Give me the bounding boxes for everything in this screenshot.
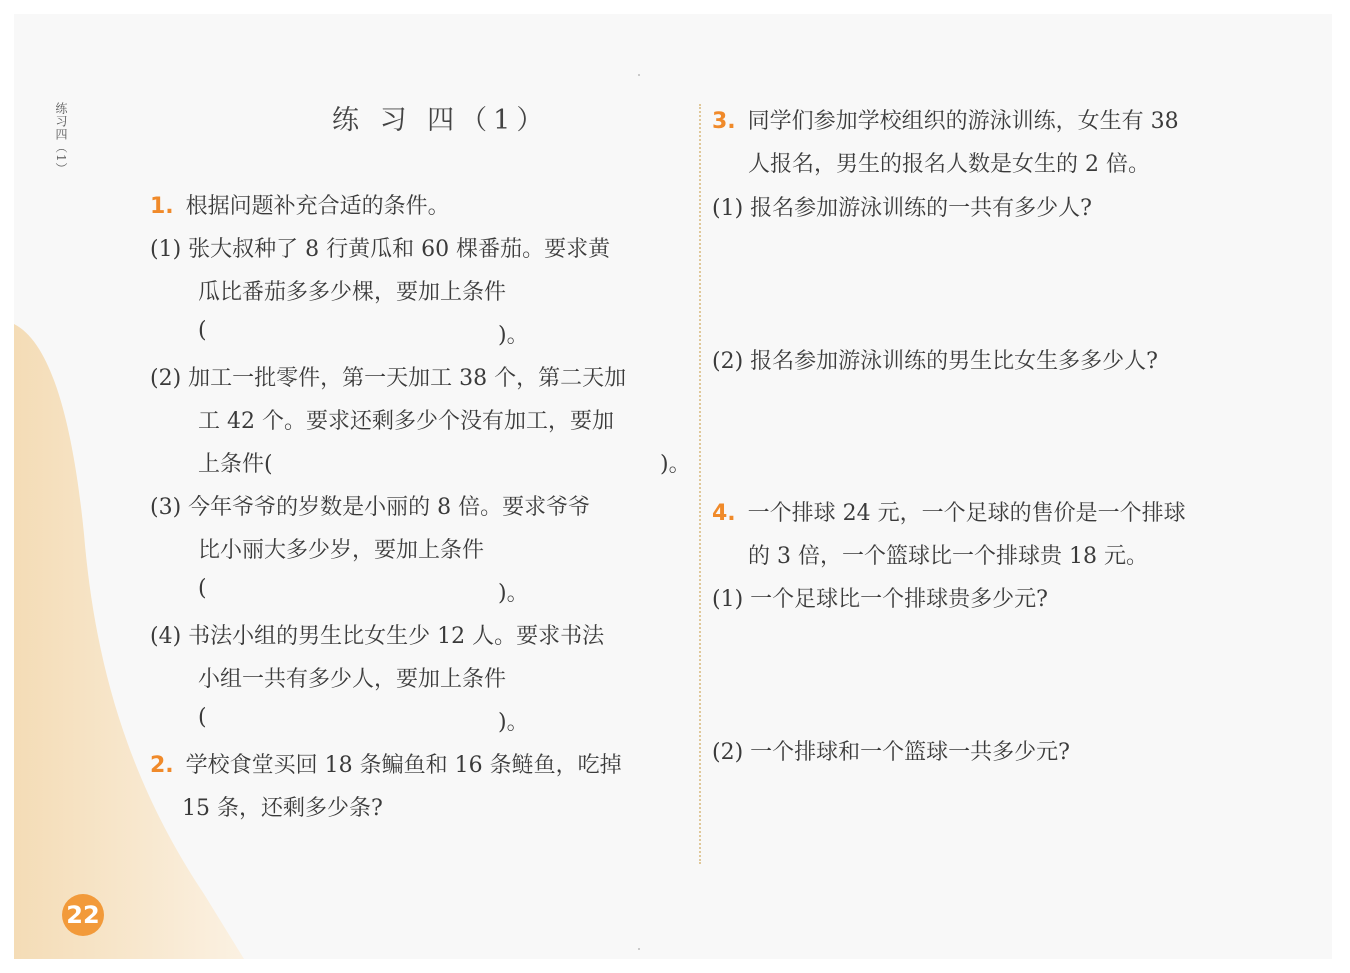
question-1-heading [150,189,450,220]
column-divider [699,104,701,864]
q1-part1-line2: 瓜比番茄多多少棵，要加上条件 [198,280,507,305]
question-2-line1 [150,748,622,779]
question-text: 同学们参加学校组织的游泳训练，女生有 38 [747,109,1179,134]
q3-sub1: (1) 报名参加游泳训练的一共有多少人? [712,196,1092,221]
question-3-line2: 人报名，男生的报名人数是女生的 2 倍。 [748,152,1150,177]
question-4-line2: 的 3 倍，一个篮球比一个排球贵 18 元。 [748,544,1148,569]
page-number-badge: 22 [62,894,104,936]
question-text: 一个排球 24 元，一个足球的售价是一个排球 [747,501,1186,526]
q1-part2-line2: 工 42 个。要求还剩多少个没有加工，要加 [198,409,614,434]
page-title: 练 习 四（1） [332,105,550,136]
q1-part4-blank-close: )。 [498,710,529,735]
q1-part4-line2: 小组一共有多少人，要加上条件 [198,667,507,692]
workbook-page [14,14,1332,959]
question-number: 2. [150,753,174,778]
question-number: 1. [150,194,174,219]
q1-part1-blank-open: ( [198,318,207,343]
question-number: 4. [712,501,736,526]
q1-part2-blank-open: 上条件( [198,452,273,477]
q1-part4-line1: (4) 书法小组的男生比女生少 12 人。要求书法 [150,624,605,649]
q1-part3-line2: 比小丽大多少岁，要加上条件 [198,538,485,563]
q1-part3-line1: (3) 今年爷爷的岁数是小丽的 8 倍。要求爷爷 [150,495,591,520]
q1-part3-blank-close: )。 [498,581,529,606]
question-text: 根据问题补充合适的条件。 [185,194,450,219]
side-section-label: 练习四（1） [54,102,68,176]
question-text: 学校食堂买回 18 条鳊鱼和 16 条鲢鱼，吃掉 [185,753,622,778]
q1-part2-line1: (2) 加工一批零件，第一天加工 38 个，第二天加 [150,366,627,391]
q1-part1-blank-close: )。 [498,323,529,348]
print-dot [638,74,640,76]
question-number: 3. [712,109,736,134]
q4-sub1: (1) 一个足球比一个排球贵多少元? [712,587,1048,612]
q3-sub2: (2) 报名参加游泳训练的男生比女生多多少人? [712,349,1158,374]
q1-part4-blank-open: ( [198,705,207,730]
question-2-line2: 15 条，还剩多少条? [182,796,383,821]
q1-part1-line1: (1) 张大叔种了 8 行黄瓜和 60 棵番茄。要求黄 [150,237,611,262]
q1-part3-blank-open: ( [198,576,207,601]
q1-part2-blank-close: )。 [660,452,691,477]
q4-sub2: (2) 一个排球和一个篮球一共多少元? [712,740,1070,765]
question-3-line1 [712,104,1179,135]
print-dot [638,948,640,950]
question-4-line1 [712,496,1186,527]
